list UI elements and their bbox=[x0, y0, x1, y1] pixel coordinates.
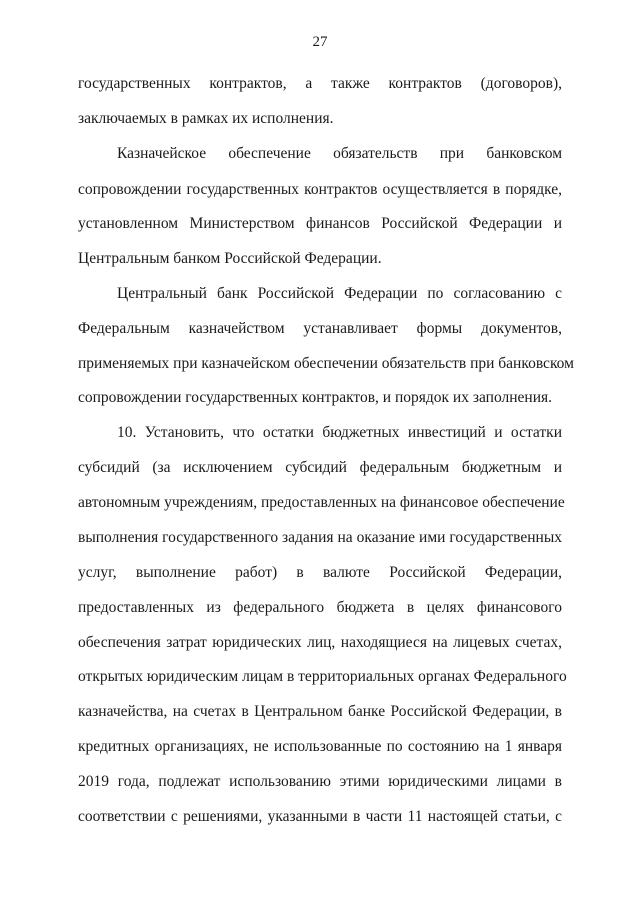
text-line: заключаемых в рамках их исполнения. bbox=[78, 110, 334, 127]
text-line: предоставленных из федерального бюджета в целях финансового bbox=[78, 599, 562, 616]
text-line: услуг, выполнение работ) в валюте Российской Федерации, bbox=[78, 564, 562, 581]
text-line: Федеральным казначейством устанавливает формы документов, bbox=[78, 320, 562, 337]
paragraph-first-line: Казначейское обеспечение обязательств при банковском bbox=[117, 145, 562, 162]
text-line: казначейства, на счетах в Центральном банке Российской Федерации, в bbox=[78, 703, 562, 720]
text-line: 2019 года, подлежат использованию этими юридическими лицами в bbox=[78, 773, 562, 790]
text-line: обеспечения затрат юридических лиц, находящиеся на лицевых счетах, bbox=[78, 634, 562, 651]
text-line: выполнения государственного задания на оказание ими государственных bbox=[78, 529, 562, 546]
text-line: Центральным банком Российской Федерации. bbox=[78, 250, 382, 267]
text-line: автономным учреждениям, предоставленных на финансовое обеспечение bbox=[78, 494, 565, 511]
text-line: применяемых при казначейском обеспечении обязательств при банковском bbox=[78, 355, 574, 372]
text-line: установленном Министерством финансов Российской Федерации и bbox=[78, 215, 562, 232]
text-line: сопровождении государственных контрактов, и порядок их заполнения. bbox=[78, 389, 552, 406]
text-line: субсидий (за исключением субсидий федеральным бюджетным и bbox=[78, 459, 562, 476]
page-number: 27 bbox=[312, 34, 328, 50]
text-line: сопровождении государственных контрактов осуществляется в порядке, bbox=[78, 181, 562, 198]
paragraph-first-line: 10. Установить, что остатки бюджетных инвестиций и остатки bbox=[117, 424, 562, 441]
text-line: кредитных организациях, не использованные по состоянию на 1 января bbox=[78, 738, 562, 755]
paragraph-first-line: Центральный банк Российской Федерации по согласованию с bbox=[117, 285, 562, 302]
text-line: соответствии с решениями, указанными в части 11 настоящей статьи, с bbox=[78, 808, 562, 825]
text-line: государственных контрактов, а также контрактов (договоров), bbox=[78, 75, 562, 92]
text-line: открытых юридическим лицам в территориальных органах Федерального bbox=[78, 668, 567, 685]
